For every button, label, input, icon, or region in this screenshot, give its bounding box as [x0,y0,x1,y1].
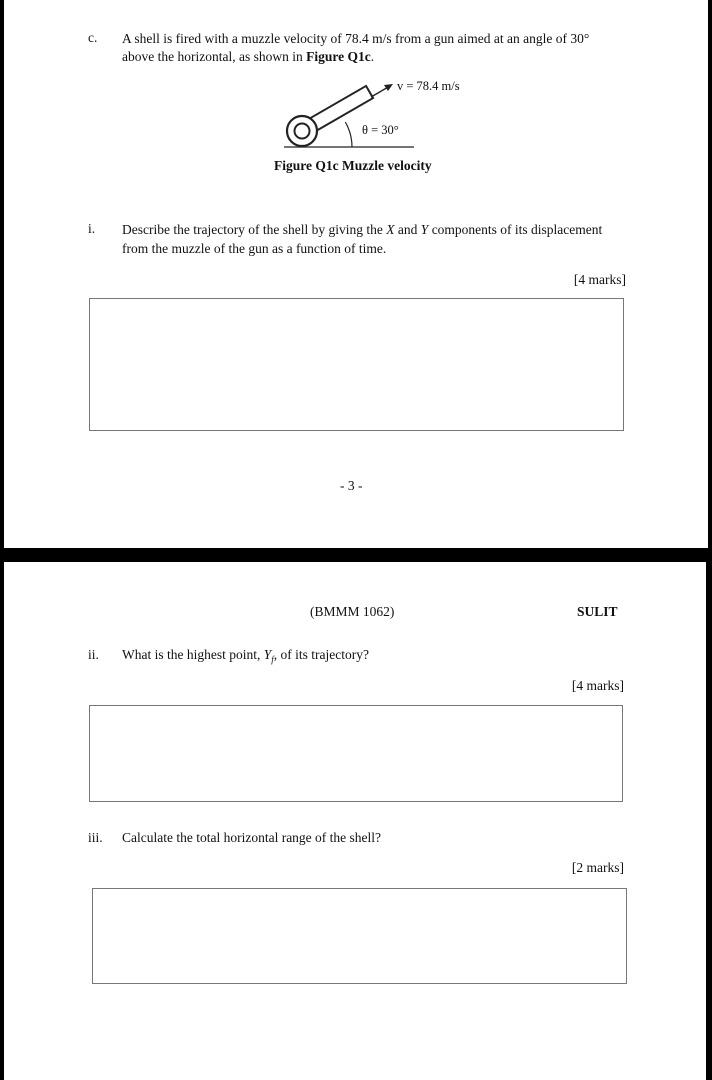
question-iii-text: Calculate the total horizontal range of the shell? [122,830,382,845]
question-i-text-b: and [394,222,421,237]
question-i-label: i. [88,221,96,236]
angle-label: θ = 30° [362,123,399,137]
angle-arc [345,122,352,147]
course-code: (BMMM 1062) [310,604,395,619]
figure-reference: Figure Q1c [306,49,371,64]
yf-variable [263,647,274,665]
page-number: - 3 - [340,478,363,493]
question-c-line2-prefix: above the horizontal, as shown in [122,49,307,64]
exam-page-4 [4,562,706,1080]
yf-variable-base: Y [263,647,272,662]
exam-page-3 [4,0,708,548]
answer-box-i[interactable] [89,298,624,431]
question-i-text-c: components of its displacement [428,222,603,237]
question-ii-label: ii. [88,647,99,662]
question-i-marks: [4 marks] [573,272,626,287]
muzzle-velocity-figure [274,72,504,162]
x-variable: X [386,222,395,237]
answer-box-ii[interactable] [89,705,623,802]
question-ii-text-b: , of its trajectory? [273,647,369,662]
y-variable: Y [420,222,429,237]
velocity-arrowhead [384,84,393,91]
gun-wheel-inner [295,124,310,139]
question-iii-marks: [2 marks] [571,860,624,875]
question-i-line2: from the muzzle of the gun as a function of time. [122,241,387,256]
question-c-line1: A shell is fired with a muzzle velocity of 78.4 m/s from a gun aimed at an angle of 30° [122,31,590,46]
question-c-line2 [122,47,374,66]
question-i-text-a: Describe the trajectory of the shell by giving the [122,222,387,237]
question-i-line1 [122,220,602,239]
answer-box-iii[interactable] [92,888,627,984]
yf-variable-subscript: f [271,654,274,665]
question-iii-label: iii. [88,830,103,845]
question-ii-text-a: What is the highest point, [122,647,264,662]
velocity-label: v = 78.4 m/s [397,79,460,93]
figure-caption: Figure Q1c Muzzle velocity [274,158,432,173]
classification-label: SULIT [577,604,618,619]
question-c-label: c. [88,30,98,45]
question-ii-text [122,645,369,670]
question-ii-marks: [4 marks] [571,678,624,693]
question-c-line2-suffix: . [370,49,375,64]
